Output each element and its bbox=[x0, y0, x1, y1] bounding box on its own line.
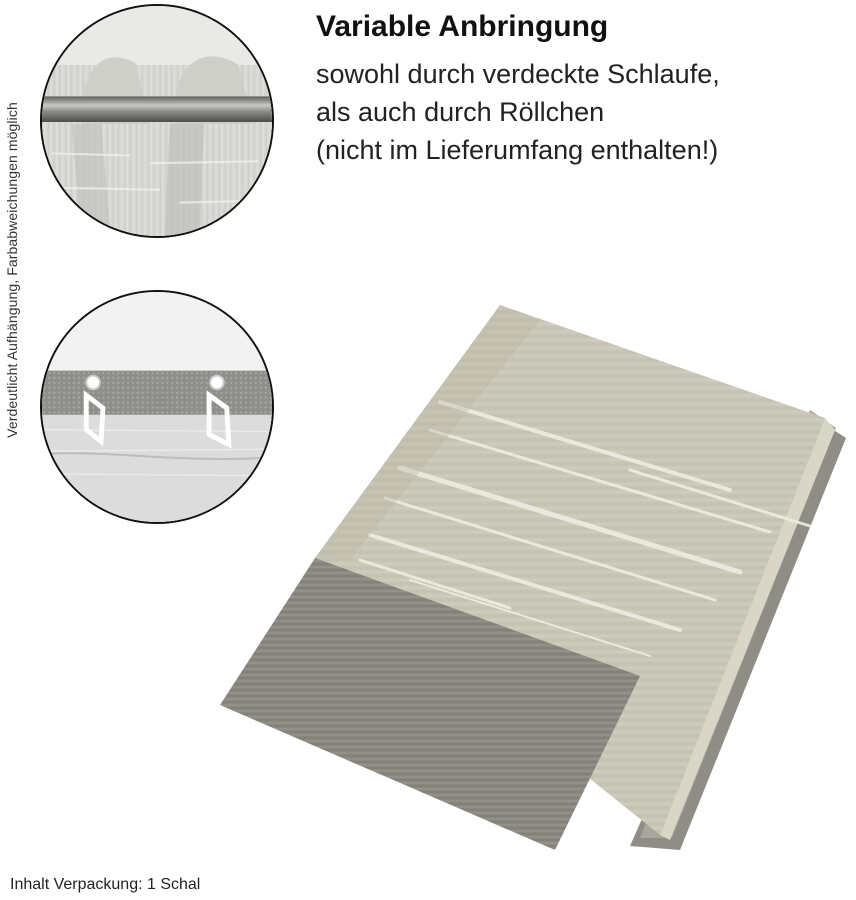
heading: Variable Anbringung bbox=[316, 10, 609, 43]
description-line: sowohl durch verdeckte Schlaufe, bbox=[316, 59, 720, 89]
loop-mounting-illustration bbox=[42, 6, 272, 236]
description-line: als auch durch Röllchen bbox=[316, 97, 605, 127]
side-note-text: Verdeutlicht Aufhängung, Farbabweichungen möglich bbox=[4, 102, 20, 438]
side-note bbox=[2, 40, 22, 500]
folded-curtain-illustration bbox=[210, 290, 856, 860]
description bbox=[316, 55, 836, 169]
folded-curtain-image bbox=[210, 290, 856, 860]
package-contents: Inhalt Verpackung: 1 Schal bbox=[10, 876, 201, 893]
loop-mounting-detail-image bbox=[40, 4, 274, 238]
description-line: (nicht im Lieferumfang enthalten!) bbox=[316, 135, 719, 165]
